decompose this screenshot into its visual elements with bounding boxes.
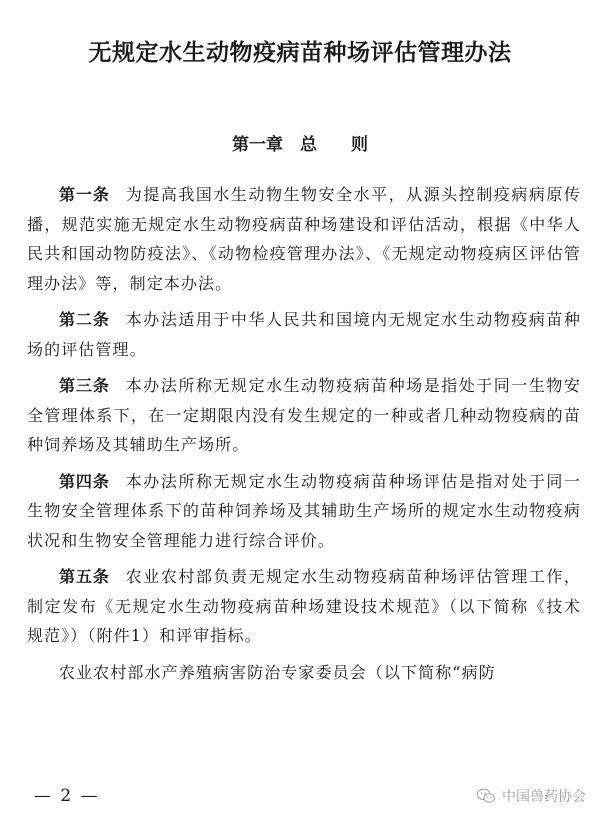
article-3 bbox=[27, 371, 581, 460]
article-5 bbox=[27, 562, 581, 651]
chapter-heading: 第一章 总 则 bbox=[232, 135, 368, 155]
article-2 bbox=[27, 305, 581, 364]
article-text: 本办法适用于中华人民共和国境内无规定水生动物疫病苗种场的评估管理。 bbox=[27, 310, 581, 359]
document-title: 无规定水生动物疫病苗种场评估管理办法 bbox=[88, 39, 512, 66]
article-label: 第一条 bbox=[59, 185, 110, 204]
article-4 bbox=[27, 467, 581, 556]
article-text: 农业农村部负责无规定水生动物疫病苗种场评估管理工作，制定发布《无规定水生动物疫病苗种场建设技术规范》（以下简称《技术规范》）（附件1）和评审指标。 bbox=[27, 567, 581, 645]
page-number: — 2 — bbox=[34, 786, 100, 806]
article-text: 本办法所称无规定水生动物疫病苗种场是指处于同一生物安全管理体系下，在一定期限内没有发生规定的一种或者几种动物疫病的苗种饲养场及其辅助生产场所。 bbox=[27, 376, 581, 454]
article-label: 第四条 bbox=[59, 471, 110, 491]
article-text: 本办法所称无规定水生动物疫病苗种场评估是指对处于同一生物安全管理体系下的苗种饲养场及其辅助生产场所的规定水生动物疫病状况和生物安全管理能力进行综合评价。 bbox=[27, 471, 581, 550]
article-label: 第五条 bbox=[59, 567, 110, 586]
watermark bbox=[476, 786, 586, 806]
watermark-label: 中国兽药协会 bbox=[502, 789, 586, 805]
wechat-icon bbox=[476, 788, 496, 804]
continuation-paragraph: 农业农村部水产养殖病害防治专家委员会（以下简称“病防 bbox=[59, 662, 496, 682]
article-label: 第三条 bbox=[59, 376, 110, 395]
document-body bbox=[27, 180, 581, 694]
article-text: 为提高我国水生动物生物安全水平，从源头控制疫病病原传播，规范实施无规定水生动物疫病苗种场建设和评估活动，根据《中华人民共和国动物防疫法》、《动物检疫管理办法》、《无规定动物疫病区评估管理办法》等，制定本办法。 bbox=[27, 185, 581, 293]
article-label: 第二条 bbox=[59, 310, 110, 329]
article-1 bbox=[27, 180, 581, 298]
